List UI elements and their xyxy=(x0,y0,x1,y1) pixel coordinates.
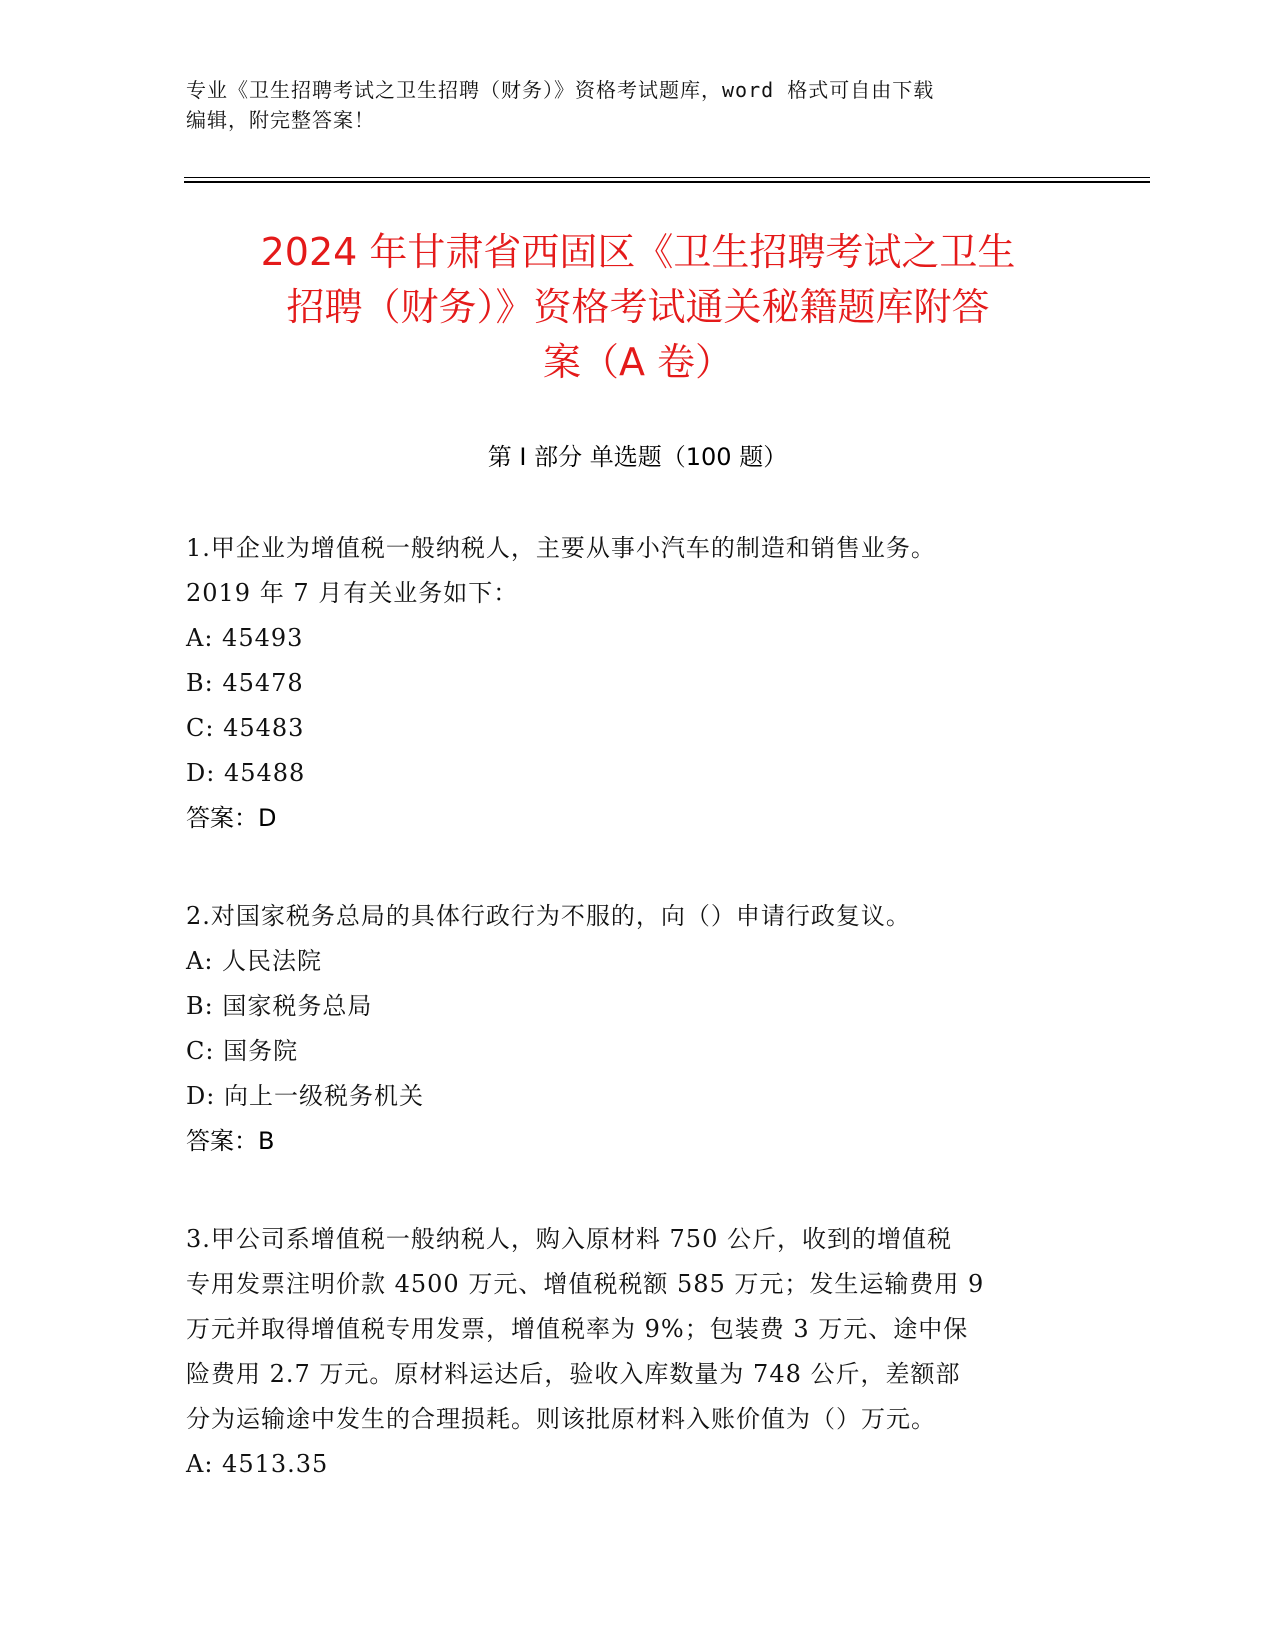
question-text-line: 2019 年 7 月有关业务如下： xyxy=(186,579,519,607)
header-divider-thick xyxy=(184,181,1150,183)
option-a: A: 45493 xyxy=(186,624,304,652)
option-a: A: 人民法院 xyxy=(186,947,323,975)
option-c: C: 45483 xyxy=(186,714,305,742)
option-d: D: 45488 xyxy=(186,759,306,787)
section-heading: 第 I 部分 单选题（100 题） xyxy=(487,443,788,471)
title-line: 2024 年甘肃省西固区《卫生招聘考试之卫生 xyxy=(260,230,1016,275)
question-text-line: 专用发票注明价款 4500 万元、增值税税额 585 万元；发生运输费用 9 xyxy=(186,1270,985,1298)
document-title xyxy=(140,225,1136,390)
question-spacer xyxy=(186,841,1086,894)
option-d: D: 向上一级税务机关 xyxy=(186,1082,424,1110)
document-header-note xyxy=(186,75,1086,135)
answer-line: 答案：D xyxy=(186,804,277,832)
question-text-line: 3.甲公司系增值税一般纳税人，购入原材料 750 公斤，收到的增值税 xyxy=(186,1225,952,1253)
question-3 xyxy=(186,1217,1086,1487)
question-list xyxy=(186,526,1086,1487)
question-text-line: 2.对国家税务总局的具体行政行为不服的，向（）申请行政复议。 xyxy=(186,902,911,930)
option-b: B: 国家税务总局 xyxy=(186,992,373,1020)
header-divider-thin xyxy=(184,177,1150,178)
option-a: A: 4513.35 xyxy=(186,1450,329,1478)
question-1 xyxy=(186,526,1086,841)
question-text-line: 万元并取得增值税专用发票，增值税率为 9%；包装费 3 万元、途中保 xyxy=(186,1315,969,1343)
option-c: C: 国务院 xyxy=(186,1037,299,1065)
title-line: 招聘（财务）》资格考试通关秘籍题库附答 xyxy=(286,285,990,330)
question-text-line: 1.甲企业为增值税一般纳税人，主要从事小汽车的制造和销售业务。 xyxy=(186,534,936,562)
option-b: B: 45478 xyxy=(186,669,304,697)
answer-line: 答案：B xyxy=(186,1127,275,1155)
question-text-line: 分为运输途中发生的合理损耗。则该批原材料入账价值为（）万元。 xyxy=(186,1405,936,1433)
header-note-line: 编辑，附完整答案！ xyxy=(186,108,375,132)
question-spacer xyxy=(186,1164,1086,1217)
title-line: 案（A 卷） xyxy=(542,340,734,385)
question-2 xyxy=(186,894,1086,1164)
question-text-line: 险费用 2.7 万元。原材料运达后，验收入库数量为 748 公斤，差额部 xyxy=(186,1360,961,1388)
header-note-line: 专业《卫生招聘考试之卫生招聘（财务）》资格考试题库，word 格式可自由下载 xyxy=(186,78,935,102)
